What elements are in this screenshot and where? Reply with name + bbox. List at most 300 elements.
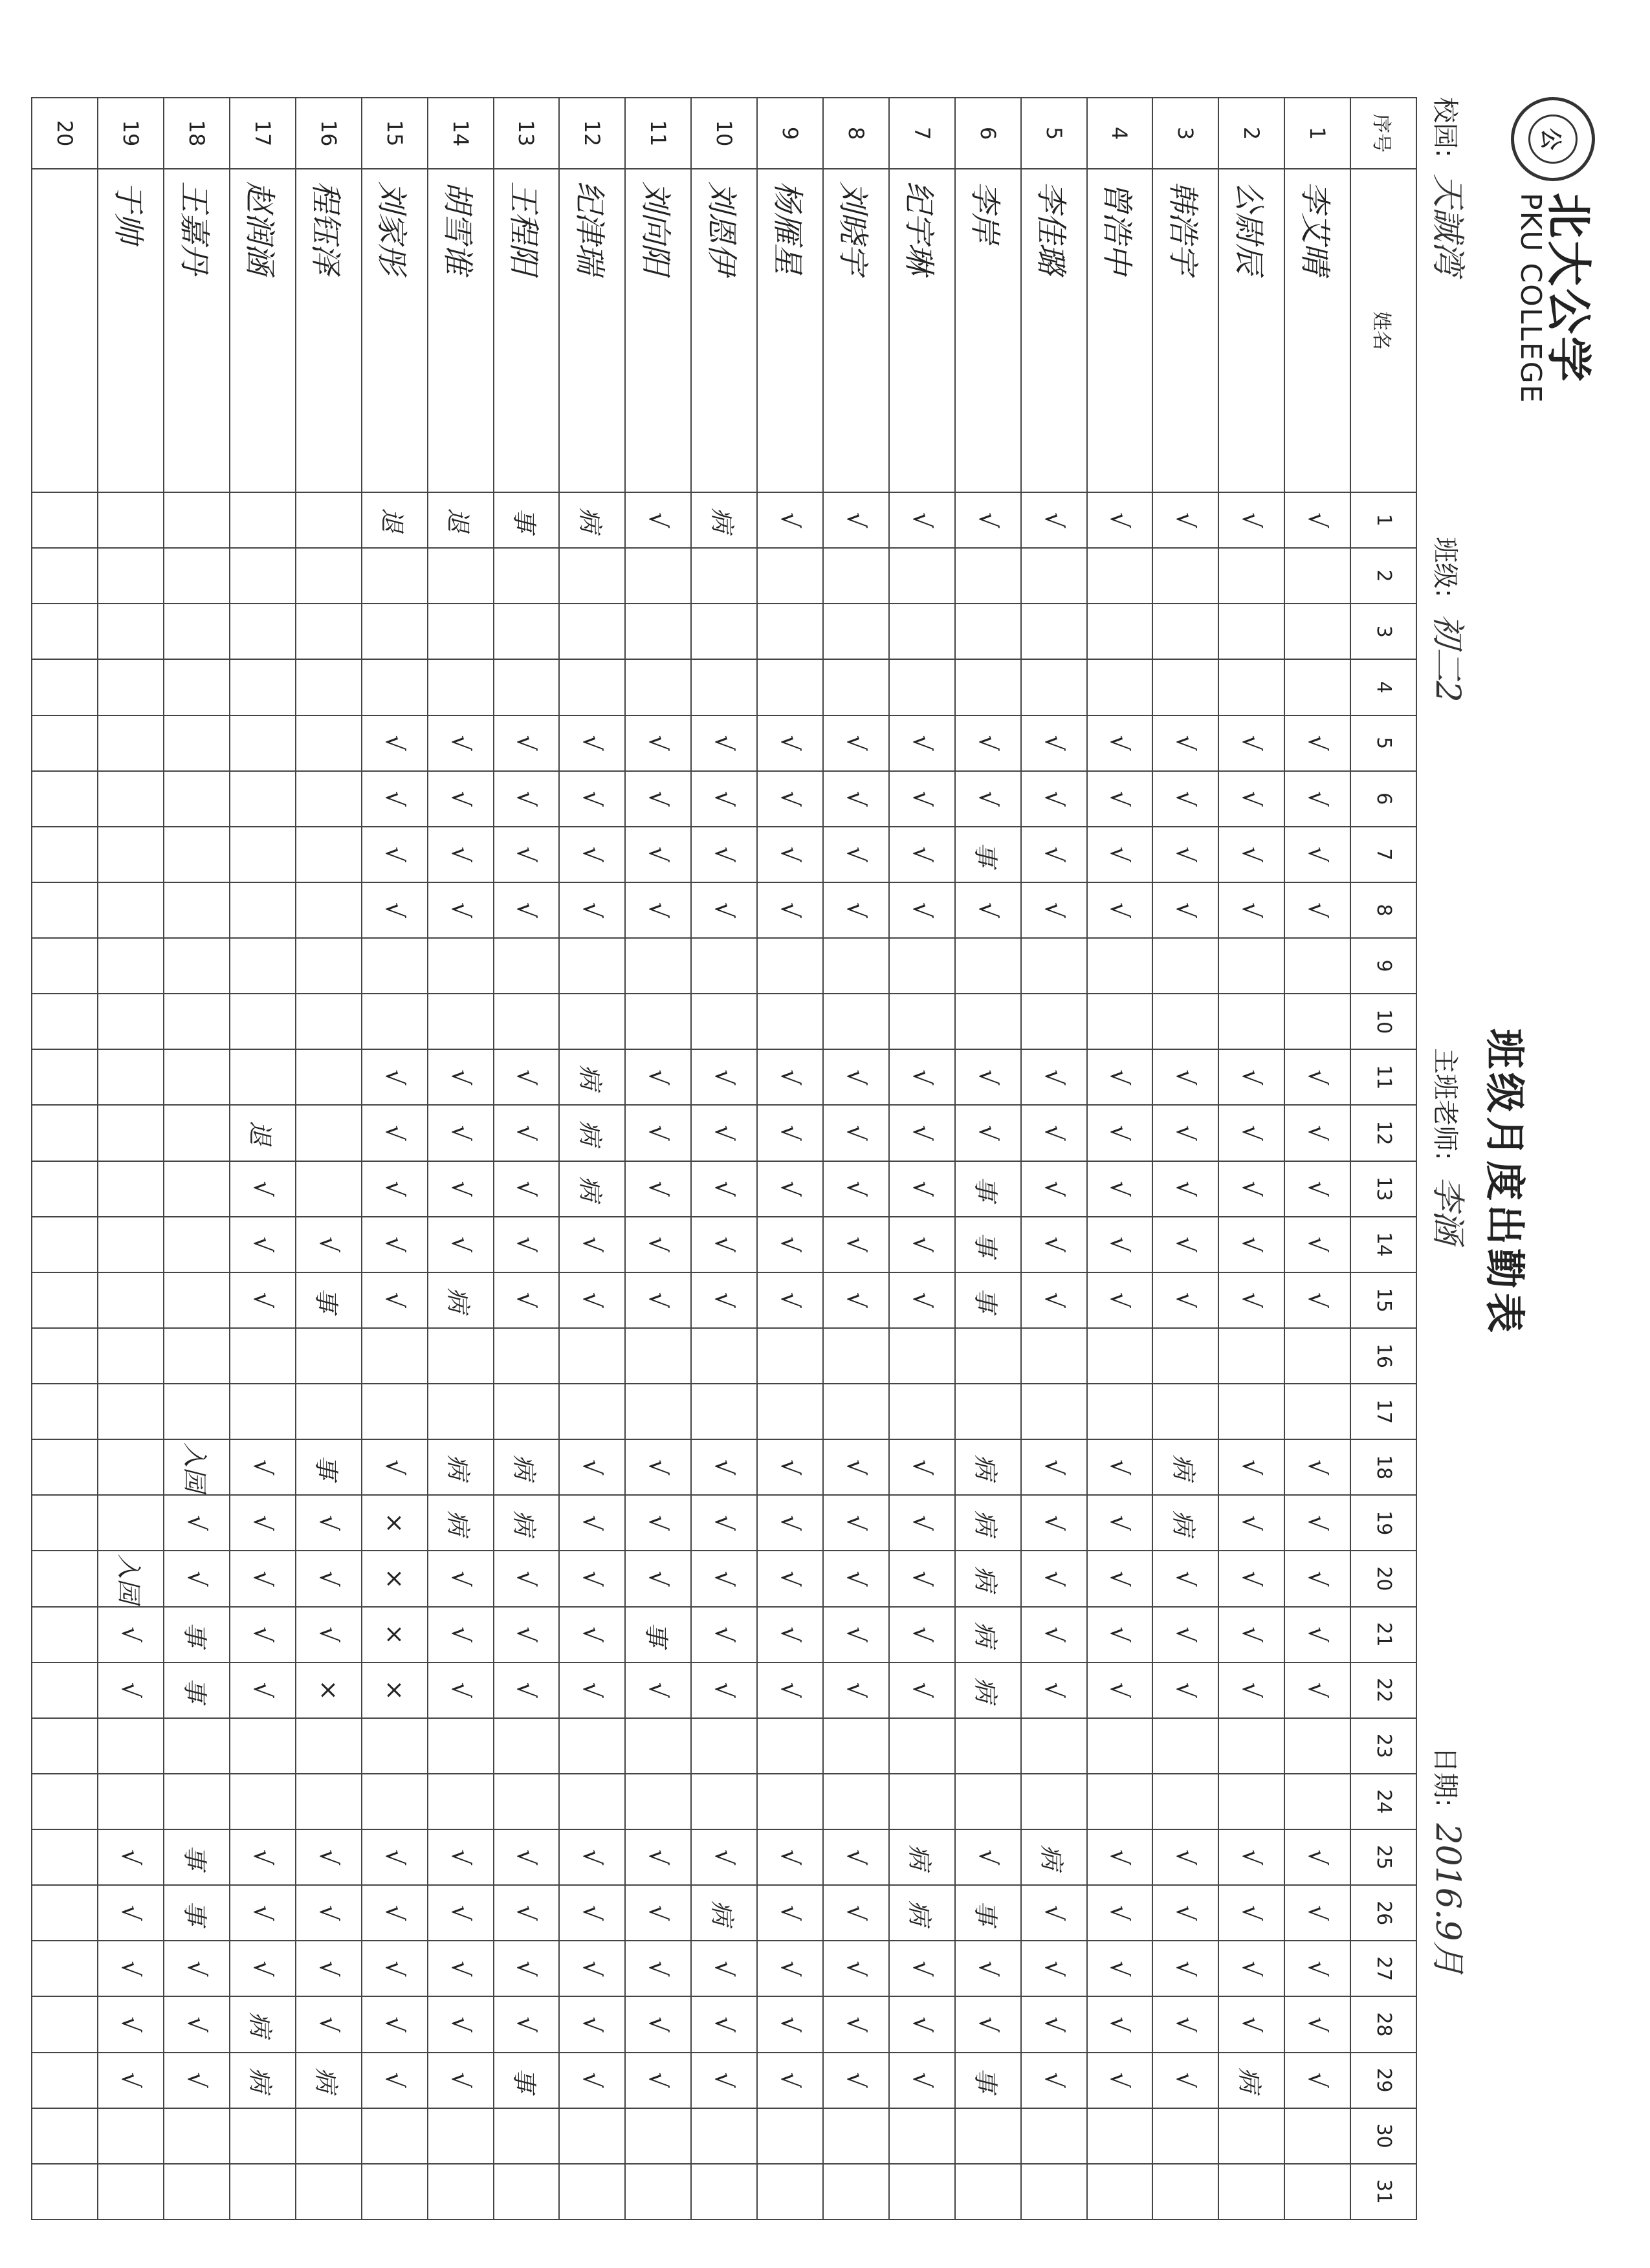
attendance-cell: √ — [428, 1551, 494, 1606]
attendance-cell — [164, 938, 230, 994]
attendance-cell: √ — [296, 1885, 362, 1941]
attendance-cell: 病 — [559, 492, 625, 548]
attendance-cell — [296, 1774, 362, 1829]
attendance-cell: √ — [823, 1663, 889, 1718]
attendance-cell — [559, 2164, 625, 2219]
attendance-cell: √ — [1218, 1829, 1284, 1885]
attendance-cell — [691, 994, 757, 1049]
attendance-cell: √ — [691, 882, 757, 938]
attendance-cell — [32, 2053, 98, 2108]
attendance-cell — [494, 604, 560, 659]
attendance-cell: √ — [559, 715, 625, 771]
attendance-cell: √ — [625, 1272, 691, 1328]
table-row — [32, 98, 98, 2219]
attendance-cell: √ — [428, 1885, 494, 1941]
attendance-cell — [1152, 1718, 1218, 1774]
attendance-cell: √ — [625, 1551, 691, 1606]
attendance-cell — [691, 2108, 757, 2164]
attendance-cell: √ — [1218, 771, 1284, 827]
attendance-cell — [296, 1718, 362, 1774]
attendance-cell: √ — [955, 1829, 1021, 1885]
day-header: 24 — [1350, 1774, 1416, 1829]
attendance-cell — [1021, 1718, 1087, 1774]
attendance-cell — [1284, 659, 1350, 715]
attendance-cell: √ — [428, 1105, 494, 1161]
student-name-cell: 于帅 — [98, 169, 164, 492]
attendance-cell: √ — [823, 1551, 889, 1606]
attendance-cell — [428, 548, 494, 604]
attendance-cell: √ — [691, 1105, 757, 1161]
attendance-cell: √ — [1152, 1996, 1218, 2052]
attendance-cell: √ — [1152, 1049, 1218, 1105]
attendance-cell: √ — [1087, 492, 1153, 548]
attendance-cell — [362, 2164, 428, 2219]
attendance-cell: √ — [955, 492, 1021, 548]
attendance-cell — [98, 659, 164, 715]
attendance-cell: 病 — [428, 1495, 494, 1551]
attendance-cell: √ — [1218, 1885, 1284, 1941]
attendance-cell — [1284, 1774, 1350, 1829]
attendance-cell: √ — [889, 1272, 955, 1328]
attendance-cell: √ — [1021, 1105, 1087, 1161]
attendance-cell: √ — [1284, 1663, 1350, 1718]
attendance-cell — [230, 771, 296, 827]
attendance-cell — [1021, 1774, 1087, 1829]
attendance-cell: √ — [625, 882, 691, 938]
attendance-cell: √ — [757, 1829, 823, 1885]
attendance-cell — [1218, 548, 1284, 604]
attendance-cell — [98, 1384, 164, 1439]
day-header: 7 — [1350, 827, 1416, 882]
student-name-cell: 李艾晴 — [1284, 169, 1350, 492]
attendance-cell — [757, 2164, 823, 2219]
attendance-cell: √ — [362, 1049, 428, 1105]
attendance-cell: √ — [1152, 1551, 1218, 1606]
attendance-cell: √ — [1218, 1607, 1284, 1663]
attendance-cell: √ — [889, 771, 955, 827]
attendance-cell — [625, 1774, 691, 1829]
attendance-cell — [559, 938, 625, 994]
attendance-cell — [494, 1718, 560, 1774]
attendance-cell: √ — [1021, 1941, 1087, 1996]
attendance-cell: √ — [1284, 1272, 1350, 1328]
attendance-cell: √ — [1218, 1049, 1284, 1105]
attendance-cell: √ — [1087, 1161, 1153, 1217]
attendance-cell — [164, 1105, 230, 1161]
seq-cell: 3 — [1152, 98, 1218, 169]
attendance-cell — [230, 2108, 296, 2164]
attendance-cell: √ — [230, 1439, 296, 1495]
seq-cell: 12 — [559, 98, 625, 169]
attendance-cell — [32, 1328, 98, 1384]
student-name-cell: 曾浩中 — [1087, 169, 1153, 492]
student-name-cell: 韩浩宇 — [1152, 169, 1218, 492]
attendance-cell — [32, 1495, 98, 1551]
attendance-cell — [32, 1161, 98, 1217]
attendance-cell — [32, 715, 98, 771]
day-header: 2 — [1350, 548, 1416, 604]
attendance-cell — [362, 548, 428, 604]
attendance-cell: 病 — [559, 1161, 625, 1217]
attendance-cell — [32, 1439, 98, 1495]
attendance-cell: 病 — [230, 1996, 296, 2052]
attendance-cell: √ — [559, 1495, 625, 1551]
attendance-cell — [757, 1384, 823, 1439]
attendance-cell: √ — [428, 1217, 494, 1272]
attendance-cell — [625, 604, 691, 659]
attendance-cell: √ — [1218, 1551, 1284, 1606]
attendance-cell: √ — [559, 1996, 625, 2052]
attendance-cell — [691, 938, 757, 994]
attendance-cell — [1284, 604, 1350, 659]
attendance-cell — [428, 2164, 494, 2219]
attendance-cell: 病 — [494, 1495, 560, 1551]
attendance-cell — [1218, 1384, 1284, 1439]
attendance-cell: 退 — [362, 492, 428, 548]
attendance-cell — [955, 604, 1021, 659]
day-header: 6 — [1350, 771, 1416, 827]
attendance-cell: √ — [98, 1663, 164, 1718]
attendance-cell: √ — [1152, 882, 1218, 938]
table-row — [625, 98, 691, 2219]
attendance-cell — [823, 548, 889, 604]
attendance-cell: √ — [1152, 1941, 1218, 1996]
attendance-cell: √ — [1087, 1439, 1153, 1495]
attendance-cell — [296, 827, 362, 882]
attendance-cell: √ — [428, 771, 494, 827]
attendance-cell — [494, 548, 560, 604]
attendance-cell: 病 — [1021, 1829, 1087, 1885]
attendance-cell — [164, 1217, 230, 1272]
attendance-cell — [1284, 1718, 1350, 1774]
seq-cell: 8 — [823, 98, 889, 169]
attendance-cell: √ — [296, 1829, 362, 1885]
attendance-cell — [230, 715, 296, 771]
attendance-cell — [98, 994, 164, 1049]
attendance-cell — [428, 1384, 494, 1439]
attendance-cell — [691, 2164, 757, 2219]
attendance-cell — [98, 771, 164, 827]
table-row — [955, 98, 1021, 2219]
attendance-cell — [32, 1217, 98, 1272]
attendance-cell: √ — [955, 882, 1021, 938]
attendance-cell — [625, 2108, 691, 2164]
attendance-cell — [889, 938, 955, 994]
attendance-cell — [691, 1328, 757, 1384]
attendance-cell — [98, 1272, 164, 1328]
attendance-cell: √ — [625, 2053, 691, 2108]
attendance-cell — [32, 827, 98, 882]
attendance-cell: √ — [494, 827, 560, 882]
attendance-cell — [1021, 2108, 1087, 2164]
attendance-cell: √ — [757, 1607, 823, 1663]
attendance-cell: √ — [823, 1439, 889, 1495]
attendance-cell: 事 — [296, 1272, 362, 1328]
attendance-cell: √ — [691, 1663, 757, 1718]
attendance-cell: √ — [1284, 1105, 1350, 1161]
attendance-cell: √ — [625, 1941, 691, 1996]
attendance-cell: √ — [1218, 1272, 1284, 1328]
table-row — [164, 98, 230, 2219]
attendance-cell — [164, 2108, 230, 2164]
attendance-cell — [559, 604, 625, 659]
attendance-cell — [98, 1718, 164, 1774]
attendance-cell: √ — [823, 1161, 889, 1217]
attendance-cell: √ — [757, 1495, 823, 1551]
attendance-cell: √ — [296, 1217, 362, 1272]
attendance-cell: √ — [1284, 2053, 1350, 2108]
attendance-cell: √ — [230, 1885, 296, 1941]
attendance-cell — [32, 1718, 98, 1774]
attendance-cell: √ — [428, 827, 494, 882]
attendance-cell — [32, 882, 98, 938]
attendance-cell: 病 — [1218, 2053, 1284, 2108]
attendance-cell: √ — [428, 1829, 494, 1885]
attendance-cell — [823, 1774, 889, 1829]
seq-cell: 6 — [955, 98, 1021, 169]
attendance-cell — [1152, 2108, 1218, 2164]
attendance-cell: √ — [955, 1105, 1021, 1161]
attendance-cell: √ — [428, 1049, 494, 1105]
attendance-cell — [428, 604, 494, 659]
attendance-cell — [1021, 938, 1087, 994]
attendance-cell: √ — [1021, 1495, 1087, 1551]
attendance-cell: √ — [98, 1941, 164, 1996]
attendance-cell — [559, 1718, 625, 1774]
attendance-cell — [362, 1774, 428, 1829]
attendance-cell — [1284, 994, 1350, 1049]
attendance-cell: √ — [1021, 1217, 1087, 1272]
attendance-cell: √ — [362, 1439, 428, 1495]
attendance-cell: √ — [559, 1663, 625, 1718]
attendance-cell — [1218, 1774, 1284, 1829]
attendance-cell: √ — [1284, 1885, 1350, 1941]
attendance-cell — [428, 994, 494, 1049]
attendance-cell — [494, 2164, 560, 2219]
attendance-cell: √ — [494, 1663, 560, 1718]
attendance-cell — [691, 548, 757, 604]
attendance-cell: 病 — [691, 492, 757, 548]
attendance-cell — [296, 771, 362, 827]
attendance-cell — [757, 659, 823, 715]
student-name-cell: 刘向阳 — [625, 169, 691, 492]
attendance-cell: 病 — [428, 1439, 494, 1495]
attendance-cell — [889, 659, 955, 715]
attendance-cell: √ — [1021, 1885, 1087, 1941]
attendance-cell: √ — [1284, 1829, 1350, 1885]
seq-cell: 15 — [362, 98, 428, 169]
attendance-cell: √ — [691, 2053, 757, 2108]
attendance-cell — [230, 604, 296, 659]
attendance-cell: √ — [889, 1161, 955, 1217]
attendance-cell: √ — [494, 1105, 560, 1161]
seq-cell: 20 — [32, 98, 98, 169]
attendance-cell — [32, 1049, 98, 1105]
attendance-cell: √ — [691, 1607, 757, 1663]
attendance-cell: √ — [955, 771, 1021, 827]
attendance-cell: √ — [494, 1217, 560, 1272]
day-header: 12 — [1350, 1105, 1416, 1161]
attendance-cell — [1021, 659, 1087, 715]
attendance-cell: √ — [164, 1941, 230, 1996]
attendance-cell — [955, 1384, 1021, 1439]
attendance-cell — [32, 1829, 98, 1885]
attendance-cell: × — [362, 1607, 428, 1663]
attendance-cell: 事 — [164, 1829, 230, 1885]
day-header: 14 — [1350, 1217, 1416, 1272]
attendance-cell — [296, 938, 362, 994]
attendance-cell — [1284, 1384, 1350, 1439]
day-header: 21 — [1350, 1607, 1416, 1663]
attendance-cell: 事 — [955, 2053, 1021, 2108]
day-header: 26 — [1350, 1885, 1416, 1941]
attendance-cell — [32, 604, 98, 659]
attendance-cell: √ — [428, 1663, 494, 1718]
attendance-cell — [1152, 994, 1218, 1049]
attendance-cell: √ — [494, 1049, 560, 1105]
attendance-cell: √ — [823, 882, 889, 938]
attendance-cell — [494, 1384, 560, 1439]
attendance-cell: √ — [823, 1495, 889, 1551]
attendance-cell — [230, 1049, 296, 1105]
attendance-cell — [955, 659, 1021, 715]
attendance-cell: √ — [1021, 1551, 1087, 1606]
attendance-cell: √ — [889, 492, 955, 548]
attendance-cell — [1152, 548, 1218, 604]
attendance-cell — [691, 1774, 757, 1829]
attendance-cell: √ — [823, 1607, 889, 1663]
attendance-cell: √ — [428, 1161, 494, 1217]
attendance-cell: 病 — [955, 1607, 1021, 1663]
attendance-cell: 退 — [230, 1105, 296, 1161]
attendance-cell: 入园 — [164, 1439, 230, 1495]
day-header: 25 — [1350, 1829, 1416, 1885]
attendance-cell: √ — [559, 1829, 625, 1885]
attendance-cell: √ — [1152, 492, 1218, 548]
day-header: 9 — [1350, 938, 1416, 994]
attendance-cell: √ — [955, 1996, 1021, 2052]
attendance-cell: × — [362, 1495, 428, 1551]
attendance-cell: √ — [625, 1663, 691, 1718]
attendance-cell — [296, 1384, 362, 1439]
attendance-cell — [164, 659, 230, 715]
attendance-cell: √ — [889, 1551, 955, 1606]
student-name-cell: 杨雁星 — [757, 169, 823, 492]
student-name-cell: 李佳璐 — [1021, 169, 1087, 492]
attendance-cell — [164, 1161, 230, 1217]
attendance-cell — [98, 2164, 164, 2219]
attendance-cell: √ — [823, 1272, 889, 1328]
attendance-cell — [362, 1718, 428, 1774]
attendance-cell: 病 — [1152, 1495, 1218, 1551]
attendance-cell: √ — [625, 827, 691, 882]
attendance-cell: √ — [889, 1049, 955, 1105]
attendance-cell — [494, 994, 560, 1049]
attendance-cell — [362, 604, 428, 659]
attendance-cell: √ — [691, 1941, 757, 1996]
attendance-cell — [889, 2108, 955, 2164]
attendance-cell: √ — [889, 715, 955, 771]
attendance-cell — [1284, 2164, 1350, 2219]
attendance-cell — [955, 1774, 1021, 1829]
attendance-cell: 事 — [955, 1885, 1021, 1941]
teacher-label: 主班老师: — [1430, 1048, 1460, 1161]
attendance-cell: √ — [1087, 1663, 1153, 1718]
attendance-cell: √ — [559, 1607, 625, 1663]
attendance-cell — [823, 659, 889, 715]
attendance-cell — [296, 548, 362, 604]
attendance-cell: √ — [559, 827, 625, 882]
attendance-cell: √ — [428, 715, 494, 771]
attendance-cell: √ — [757, 771, 823, 827]
attendance-cell — [494, 1774, 560, 1829]
attendance-cell: √ — [1087, 1217, 1153, 1272]
attendance-cell — [32, 1607, 98, 1663]
attendance-cell — [230, 1328, 296, 1384]
table-row — [823, 98, 889, 2219]
attendance-cell: × — [296, 1663, 362, 1718]
attendance-cell: √ — [625, 1495, 691, 1551]
seq-cell: 7 — [889, 98, 955, 169]
table-row — [296, 98, 362, 2219]
attendance-cell — [32, 938, 98, 994]
attendance-cell: √ — [1021, 1439, 1087, 1495]
attendance-cell: 病 — [889, 1829, 955, 1885]
attendance-cell: √ — [1284, 492, 1350, 548]
attendance-cell: √ — [428, 1607, 494, 1663]
table-row — [494, 98, 560, 2219]
attendance-cell — [559, 1774, 625, 1829]
attendance-cell: √ — [691, 1272, 757, 1328]
attendance-cell: √ — [823, 1105, 889, 1161]
attendance-cell: √ — [1087, 1941, 1153, 1996]
day-header: 18 — [1350, 1439, 1416, 1495]
attendance-cell — [889, 2164, 955, 2219]
attendance-cell — [164, 548, 230, 604]
attendance-cell: √ — [691, 771, 757, 827]
attendance-cell — [757, 1718, 823, 1774]
attendance-cell: √ — [691, 1996, 757, 2052]
attendance-cell: √ — [1152, 771, 1218, 827]
header-row — [1350, 98, 1416, 2219]
attendance-cell: √ — [1021, 1607, 1087, 1663]
attendance-cell — [625, 548, 691, 604]
attendance-cell — [98, 882, 164, 938]
attendance-cell: 病 — [955, 1551, 1021, 1606]
table-row — [362, 98, 428, 2219]
attendance-cell: √ — [625, 1105, 691, 1161]
attendance-cell: √ — [823, 1217, 889, 1272]
attendance-cell — [559, 2108, 625, 2164]
attendance-cell — [296, 1049, 362, 1105]
attendance-cell — [32, 1941, 98, 1996]
attendance-cell: √ — [1021, 1996, 1087, 2052]
attendance-cell: √ — [230, 1829, 296, 1885]
attendance-cell: √ — [1021, 1663, 1087, 1718]
day-header: 20 — [1350, 1551, 1416, 1606]
attendance-cell: √ — [1087, 715, 1153, 771]
attendance-cell: √ — [362, 1941, 428, 1996]
attendance-cell — [889, 994, 955, 1049]
attendance-cell — [494, 2108, 560, 2164]
attendance-cell — [1218, 994, 1284, 1049]
attendance-cell: √ — [428, 1941, 494, 1996]
attendance-cell — [230, 1774, 296, 1829]
seq-cell: 2 — [1218, 98, 1284, 169]
attendance-cell — [559, 1328, 625, 1384]
attendance-cell: √ — [1218, 1161, 1284, 1217]
attendance-cell — [494, 659, 560, 715]
